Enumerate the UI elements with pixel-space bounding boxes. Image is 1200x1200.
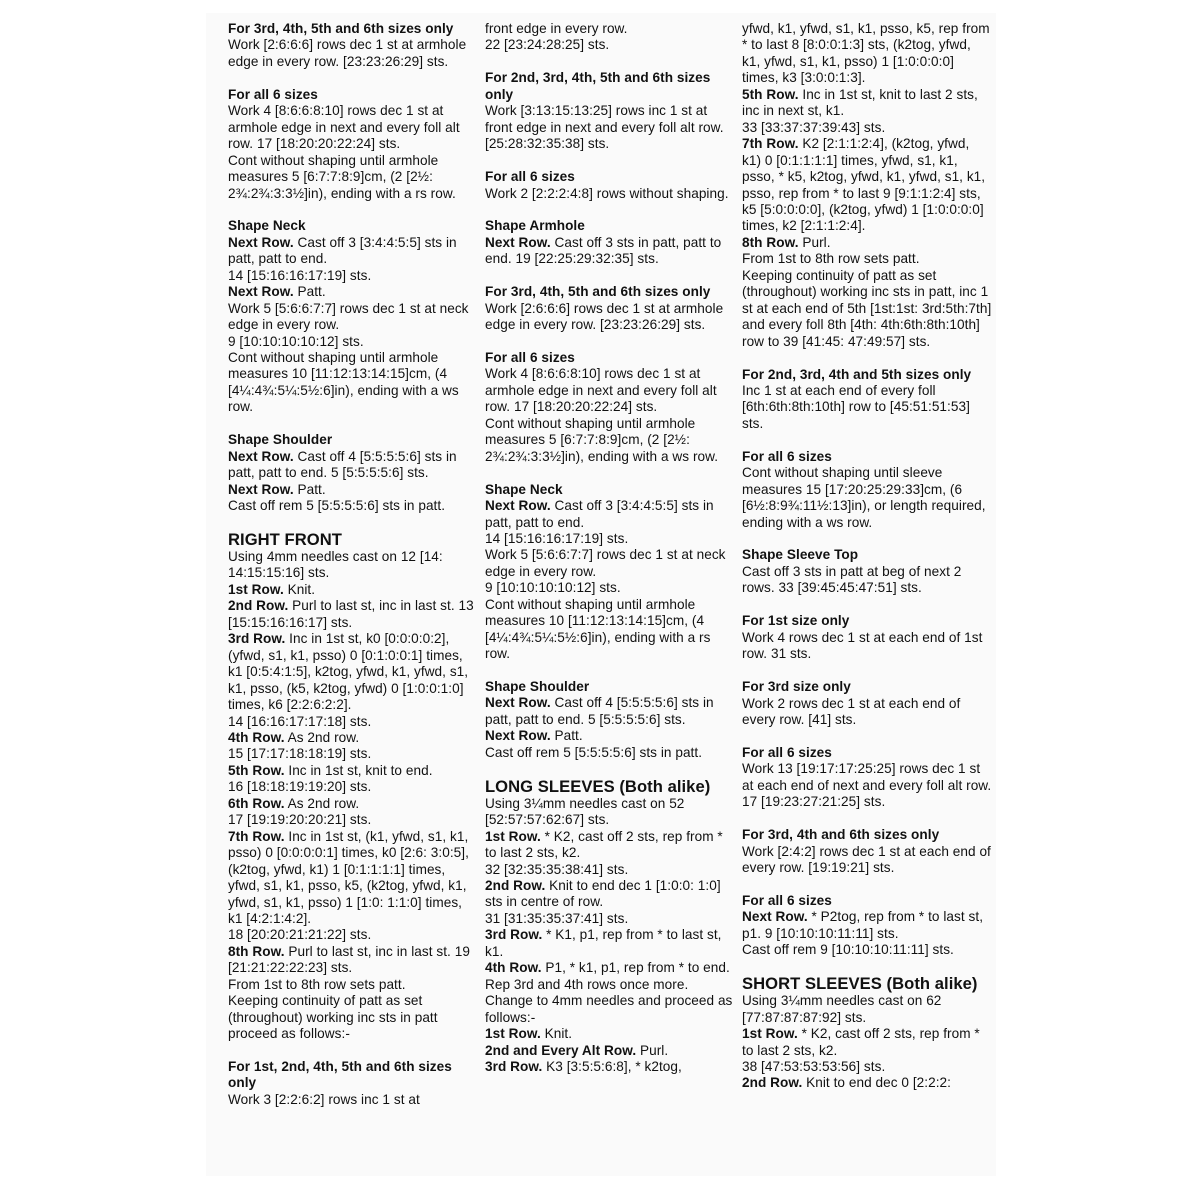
instruction-text: 14 [16:16:17:17:18] sts.: [228, 713, 372, 729]
instruction-line: [742, 268, 992, 350]
instruction-line: [742, 383, 992, 432]
instruction-line: [228, 334, 478, 350]
section-heading: Shape Neck: [485, 481, 563, 497]
instruction-text: 16 [18:18:19:19:20] sts.: [228, 779, 372, 795]
instruction-text: Using 3¼mm needles cast on 62 [77:87:87:87:92] sts.: [742, 993, 942, 1025]
section-heading: For 2nd, 3rd, 4th, 5th and 6th sizes only: [485, 70, 711, 102]
row-label: 1st Row.: [228, 581, 284, 597]
pattern-section: [228, 1059, 478, 1108]
instruction-line: [485, 745, 735, 761]
instruction-text: Knit to end dec 1 [1:0:0: 1:0] sts in centre of row.: [485, 877, 721, 910]
instruction-text: Work 4 [8:6:6:8:10] rows dec 1 st at armhole edge in next and every foll alt row. 17 [18:20:20:22:24] sts.: [228, 103, 460, 152]
instruction-text: Work [3:13:15:13:25] rows inc 1 st at front edge in next and every foll alt row. [25:28:32:35:38] sts.: [485, 103, 724, 152]
instruction-line: [485, 37, 735, 53]
instruction-text: Cast off 4 [5:5:5:5:6] sts in patt, patt to end. 5 [5:5:5:5:6] sts.: [228, 448, 457, 481]
pattern-section: [228, 87, 478, 202]
instruction-text: Change to 4mm needles and proceed as follows:-: [485, 993, 733, 1025]
instruction-line: [485, 796, 735, 829]
instruction-line: [228, 746, 478, 762]
instruction-line: [485, 235, 735, 268]
instruction-line: [742, 136, 992, 235]
instruction-line: [228, 482, 478, 498]
instruction-line: [228, 829, 478, 928]
instruction-line: [228, 268, 478, 284]
row-label: Next Row.: [228, 448, 294, 464]
instruction-text: K2 [2:1:1:2:4], (k2tog, yfwd, k1) 0 [0:1:1:1:1] times, yfwd, s1, k1, psso, * k5, k2tog, yfwd, k1, yfwd, s1, k1, psso, rep from * to last 9 [9:1:1:2:4] sts, k5 [5:0:0:0:0], (k2tog, yfwd) 1 [1:0:0:0:0] times, k2 [2:1:1:2:4].: [742, 136, 986, 234]
instruction-line: [485, 547, 735, 580]
instruction-text: Cast off rem 5 [5:5:5:5:6] sts in patt.: [485, 744, 703, 760]
row-label: 3rd Row.: [485, 1058, 543, 1074]
instruction-text: Cast off rem 9 [10:10:10:11:11] sts.: [742, 942, 954, 958]
pattern-section: [485, 21, 735, 54]
pattern-section: [485, 70, 735, 152]
instruction-text: Inc in 1st st, (k1, yfwd, s1, k1, psso) 0 [0:0:0:0:1] times, k0 [2:6: 3:0:5], (k2tog, yfwd, k1) 1 [0:1:1:1:1] times, yfwd, s1, k1, psso, k5, (k2tog, yfwd, k1, yfwd, s1, k1, psso) 1 [1:0: 1:1:0] times, k1 [4:2:1:4:2].: [228, 828, 469, 926]
instruction-line: [742, 630, 992, 663]
instruction-text: Patt.: [550, 728, 583, 744]
row-label: 7th Row.: [228, 828, 285, 844]
instruction-text: Work 2 rows dec 1 st at each end of every row. [41] sts.: [742, 695, 961, 727]
instruction-text: Work [2:6:6:6] rows dec 1 st at armhole edge in every row. [23:23:26:29] sts.: [228, 37, 467, 69]
row-label: Next Row.: [485, 498, 551, 514]
instruction-line: [228, 714, 478, 730]
instruction-line: [228, 993, 478, 1042]
instruction-line: [228, 779, 478, 795]
instruction-line: [742, 120, 992, 136]
pattern-section: [485, 778, 735, 1076]
pattern-section: [228, 432, 478, 514]
pattern-section: [228, 218, 478, 415]
row-label: 4th Row.: [485, 960, 542, 976]
section-heading: For all 6 sizes: [742, 744, 832, 760]
instruction-text: Knit.: [540, 1026, 573, 1042]
row-label: Next Row.: [228, 284, 294, 300]
section-heading: For 3rd, 4th, 5th and 6th sizes only: [228, 21, 454, 36]
instruction-line: [485, 829, 735, 862]
instruction-text: Work 13 [19:17:17:25:25] rows dec 1 st at each end of next and every foll alt row. 17 [19:23:27:21:25] sts.: [742, 761, 992, 810]
pattern-section: [742, 21, 992, 350]
instruction-line: [485, 366, 735, 415]
row-label: 7th Row.: [742, 136, 799, 152]
section-heading: Shape Neck: [228, 218, 306, 234]
instruction-text: 9 [10:10:10:10:12] sts.: [228, 333, 364, 349]
instruction-line: [228, 582, 478, 598]
section-heading: For 1st size only: [742, 613, 850, 629]
instruction-line: [228, 730, 478, 746]
section-heading: For all 6 sizes: [228, 86, 318, 102]
instruction-line: [485, 862, 735, 878]
instruction-text: * K2, cast off 2 sts, rep from * to last 2 sts, k2.: [485, 828, 723, 861]
pattern-section: [485, 482, 735, 663]
instruction-text: Cast off 3 [3:4:4:5:5] sts in patt, patt to end.: [228, 234, 457, 267]
instruction-line: [742, 696, 992, 729]
instruction-text: * K1, p1, rep from * to last st, k1.: [485, 927, 722, 959]
pattern-section: [742, 449, 992, 531]
section-heading: For all 6 sizes: [485, 169, 575, 185]
section-heading: For all 6 sizes: [485, 349, 575, 365]
instruction-line: [485, 103, 735, 152]
row-label: Next Row.: [228, 481, 294, 497]
instruction-text: K3 [3:5:5:6:8], * k2tog,: [542, 1058, 682, 1074]
row-label: 2nd Row.: [485, 877, 546, 893]
instruction-line: [485, 531, 735, 547]
instruction-line: [485, 498, 735, 531]
row-label: Next Row.: [742, 909, 808, 925]
row-label: 6th Row.: [228, 795, 285, 811]
instruction-text: Cont without shaping until armhole measures 10 [11:12:13:14:15]cm, (4 [4¼:4¾:5¼:5½:6]in), ending with a rs row.: [485, 596, 711, 662]
pattern-section: [742, 613, 992, 662]
instruction-line: [485, 1059, 735, 1075]
pattern-section: [228, 531, 478, 1043]
instruction-line: [228, 153, 478, 202]
instruction-line: [485, 597, 735, 663]
row-label: 8th Row.: [228, 943, 285, 959]
instruction-line: [742, 844, 992, 877]
pattern-section: [742, 893, 992, 959]
instruction-text: From 1st to 8th row sets patt.: [742, 251, 920, 267]
instruction-line: [742, 761, 992, 810]
instruction-line: [228, 301, 478, 334]
instruction-line: [228, 944, 478, 977]
instruction-line: [485, 1043, 735, 1059]
instruction-text: 9 [10:10:10:10:12] sts.: [485, 580, 621, 596]
instruction-line: [742, 251, 992, 267]
instruction-line: [228, 927, 478, 943]
instruction-text: * K2, cast off 2 sts, rep from * to last 2 sts, k2.: [742, 1026, 980, 1058]
instruction-line: [742, 564, 992, 597]
pattern-section: [485, 350, 735, 465]
instruction-line: [742, 465, 992, 531]
row-label: 2nd Row.: [742, 1075, 803, 1091]
instruction-line: [485, 186, 735, 202]
instruction-line: [485, 960, 735, 976]
instruction-text: * P2tog, rep from * to last st, p1. 9 [10:10:10:11:11] sts.: [742, 909, 984, 941]
instruction-text: 38 [47:53:53:53:56] sts.: [742, 1058, 886, 1074]
instruction-text: Purl.: [636, 1042, 669, 1058]
instruction-line: [228, 598, 478, 631]
instruction-text: Cast off 3 sts in patt, patt to end. 19 [22:25:29:32:35] sts.: [485, 234, 722, 267]
instruction-line: [485, 21, 735, 37]
instruction-line: [228, 977, 478, 993]
pattern-section: [742, 679, 992, 728]
instruction-text: Work [2:6:6:6] rows dec 1 st at armhole edge in every row. [23:23:26:29] sts.: [485, 300, 724, 333]
section-heading: For 2nd, 3rd, 4th and 5th sizes only: [742, 366, 972, 382]
instruction-text: Inc in 1st st, knit to last 2 sts, inc in next st, k1.: [742, 86, 978, 119]
pattern-section: [742, 547, 992, 596]
section-heading: Shape Sleeve Top: [742, 547, 859, 563]
instruction-text: 22 [23:24:28:25] sts.: [485, 37, 610, 53]
instruction-line: [228, 549, 478, 582]
instruction-line: [228, 350, 478, 416]
row-label: 1st Row.: [485, 828, 541, 844]
row-label: 8th Row.: [742, 234, 799, 250]
instruction-line: [742, 909, 992, 942]
instruction-text: Cont without shaping until armhole measures 5 [6:7:7:8:9]cm, (2 [2½: 2¾:2¾:3:3½]in), ending with a ws row.: [485, 415, 719, 464]
instruction-text: From 1st to 8th row sets patt.: [228, 976, 406, 992]
column-2: [485, 21, 735, 1092]
instruction-text: Knit.: [283, 581, 316, 597]
pattern-section: [485, 218, 735, 267]
section-heading: For 3rd size only: [742, 679, 851, 695]
section-heading: For all 6 sizes: [742, 892, 832, 908]
pattern-section: [742, 745, 992, 811]
instruction-line: [485, 728, 735, 744]
row-label: 3rd Row.: [485, 927, 543, 943]
instruction-line: [485, 878, 735, 911]
instruction-line: [228, 235, 478, 268]
piece-heading: SHORT SLEEVES (Both alike): [742, 974, 978, 994]
column-3: [742, 21, 992, 1108]
instruction-text: Work 4 rows dec 1 st at each end of 1st row. 31 sts.: [742, 629, 983, 662]
instruction-text: Inc in 1st st, k0 [0:0:0:0:2], (yfwd, s1, k1, psso) 0 [0:1:0:0:1] times, k1 [0:5:4:1:5], k2tog, yfwd, k1, yfwd, s1, k1, psso, (k5, k2tog, yfwd) 0 [1:0:0:1:0] times, k6 [2:2:6:2:2].: [228, 631, 469, 713]
instruction-line: [228, 763, 478, 779]
instruction-text: 32 [32:35:35:38:41] sts.: [485, 861, 629, 877]
section-heading: For 1st, 2nd, 4th, 5th and 6th sizes only: [228, 1059, 452, 1091]
instruction-text: Cast off rem 5 [5:5:5:5:6] sts in patt.: [228, 498, 446, 514]
pattern-section: [485, 169, 735, 202]
instruction-text: As 2nd row.: [284, 729, 360, 745]
column-1: [228, 21, 478, 1125]
pattern-section: [485, 679, 735, 761]
instruction-text: Patt.: [293, 284, 326, 300]
piece-heading: RIGHT FRONT: [228, 529, 342, 549]
section-heading: For all 6 sizes: [742, 448, 832, 464]
row-label: Next Row.: [485, 695, 551, 711]
instruction-line: [485, 993, 735, 1026]
row-label: 2nd Row.: [228, 598, 289, 614]
instruction-line: [228, 284, 478, 300]
instruction-text: Cont without shaping until armhole measures 10 [11:12:13:14:15]cm, (4 [4¼:4¾:5¼:5½:6]in), ending with a ws row.: [228, 350, 459, 415]
row-label: 5th Row.: [742, 86, 799, 102]
instruction-text: Cont without shaping until armhole measures 5 [6:7:7:8:9]cm, (2 [2½: 2¾:2¾:3:3½]in), ending with a rs row.: [228, 152, 456, 201]
instruction-text: Keeping continuity of patt as set (throughout) working inc sts in patt proceed as follows:-: [228, 993, 438, 1042]
instruction-text: As 2nd row.: [284, 795, 360, 811]
piece-heading: LONG SLEEVES (Both alike): [485, 776, 711, 796]
instruction-line: [228, 498, 478, 514]
instruction-text: Rep 3rd and 4th rows once more.: [485, 976, 689, 992]
instruction-text: 17 [19:19:20:20:21] sts.: [228, 812, 372, 828]
instruction-line: [228, 812, 478, 828]
instruction-line: [228, 37, 478, 70]
instruction-line: [228, 449, 478, 482]
instruction-text: Inc 1 st at each end of every foll [6th:6th:8th:10th] row to [45:51:51:53] sts.: [742, 382, 970, 431]
instruction-text: Purl.: [798, 234, 831, 250]
instruction-line: [485, 1026, 735, 1042]
section-heading: For 3rd, 4th, 5th and 6th sizes only: [485, 284, 711, 300]
section-heading: Shape Shoulder: [228, 432, 333, 448]
instruction-text: Purl to last st, inc in last st. 19 [21:21:22:22:23] sts.: [228, 943, 470, 976]
instruction-line: [485, 977, 735, 993]
row-label: Next Row.: [485, 728, 551, 744]
pattern-section: [485, 284, 735, 333]
instruction-text: yfwd, k1, yfwd, s1, k1, psso, k5, rep from * to last 8 [8:0:0:1:3] sts, (k2tog, yfwd, k1, yfwd, s1, k1, psso) 1 [1:0:0:0:0] times, k3 [3:0:0:1:3].: [742, 21, 990, 86]
instruction-text: Cont without shaping until sleeve measures 15 [17:20:25:29:33]cm, (6 [6½:8:9¾:11½:13]in), or length required, ending with a ws row.: [742, 465, 986, 530]
instruction-text: 14 [15:16:16:17:19] sts.: [228, 267, 372, 283]
instruction-text: Keeping continuity of patt as set (throughout) working inc sts in patt, inc 1 st at each end of 5th [1st:1st: 3rd:5th:7th] and every foll 8th [4th: 4th:6th:8th:10th] row to 39 [41:45: 47:49:57] sts.: [742, 267, 992, 349]
instruction-text: Work 2 [2:2:2:4:8] rows without shaping.: [485, 185, 729, 201]
row-label: 3rd Row.: [228, 631, 286, 647]
pattern-section: [742, 367, 992, 433]
row-label: 1st Row.: [742, 1026, 798, 1042]
instruction-text: Cast off 3 sts in patt at beg of next 2 rows. 33 [39:45:45:47:51] sts.: [742, 563, 962, 596]
instruction-text: 31 [31:35:35:37:41] sts.: [485, 910, 629, 926]
section-heading: Shape Shoulder: [485, 679, 590, 695]
pattern-section: [228, 21, 478, 70]
instruction-text: Using 4mm needles cast on 12 [14: 14:15:15:16] sts.: [228, 548, 443, 581]
instruction-text: front edge in every row.: [485, 21, 628, 36]
instruction-line: [228, 103, 478, 152]
instruction-line: [228, 631, 478, 713]
instruction-text: Knit to end dec 0 [2:2:2:: [802, 1075, 951, 1091]
instruction-text: Cast off 4 [5:5:5:5:6] sts in patt, patt to end. 5 [5:5:5:5:6] sts.: [485, 695, 714, 727]
instruction-text: 15 [17:17:18:18:19] sts.: [228, 746, 372, 762]
instruction-text: 33 [33:37:37:39:43] sts.: [742, 119, 886, 135]
instruction-text: Work 4 [8:6:6:8:10] rows dec 1 st at armhole edge in next and every foll alt row. 17 [18:20:20:22:24] sts.: [485, 366, 717, 415]
instruction-text: Using 3¼mm needles cast on 52 [52:57:57:62:67] sts.: [485, 795, 685, 828]
instruction-line: [485, 580, 735, 596]
instruction-line: [228, 796, 478, 812]
instruction-text: Inc in 1st st, knit to end.: [284, 762, 433, 778]
instruction-line: [742, 21, 992, 87]
row-label: 1st Row.: [485, 1026, 541, 1042]
instruction-line: [742, 1026, 992, 1059]
instruction-text: Work 5 [5:6:6:7:7] rows dec 1 st at neck edge in every row.: [228, 300, 469, 333]
instruction-line: [228, 1092, 478, 1108]
row-label: 4th Row.: [228, 729, 285, 745]
instruction-text: 14 [15:16:16:17:19] sts.: [485, 530, 629, 546]
pattern-section: [742, 827, 992, 876]
instruction-text: Purl to last st, inc in last st. 13 [15:15:16:16:17] sts.: [228, 598, 474, 630]
instruction-line: [485, 416, 735, 465]
instruction-line: [485, 301, 735, 334]
pattern-page: [206, 13, 996, 1176]
instruction-text: Patt.: [293, 481, 326, 497]
row-label: 2nd and Every Alt Row.: [485, 1042, 637, 1058]
instruction-line: [742, 235, 992, 251]
instruction-text: Cast off 3 [3:4:4:5:5] sts in patt, patt to end.: [485, 498, 714, 530]
instruction-text: Work 3 [2:2:6:2] rows inc 1 st at: [228, 1091, 420, 1107]
row-label: 5th Row.: [228, 762, 285, 778]
row-label: Next Row.: [485, 234, 551, 250]
pattern-section: [742, 975, 992, 1092]
instruction-line: [485, 695, 735, 728]
section-heading: For 3rd, 4th and 6th sizes only: [742, 827, 940, 843]
instruction-line: [485, 911, 735, 927]
section-heading: Shape Armhole: [485, 218, 585, 234]
instruction-text: Work 5 [5:6:6:7:7] rows dec 1 st at neck edge in every row.: [485, 547, 726, 579]
instruction-line: [742, 1059, 992, 1075]
instruction-text: P1, * k1, p1, rep from * to end.: [541, 960, 730, 976]
row-label: Next Row.: [228, 234, 294, 250]
instruction-line: [485, 927, 735, 960]
instruction-text: 18 [20:20:21:21:22] sts.: [228, 927, 372, 943]
instruction-line: [742, 942, 992, 958]
instruction-line: [742, 1075, 992, 1091]
instruction-line: [742, 993, 992, 1026]
instruction-line: [742, 87, 992, 120]
instruction-text: Work [2:4:2] rows dec 1 st at each end of every row. [19:19:21] sts.: [742, 843, 991, 875]
